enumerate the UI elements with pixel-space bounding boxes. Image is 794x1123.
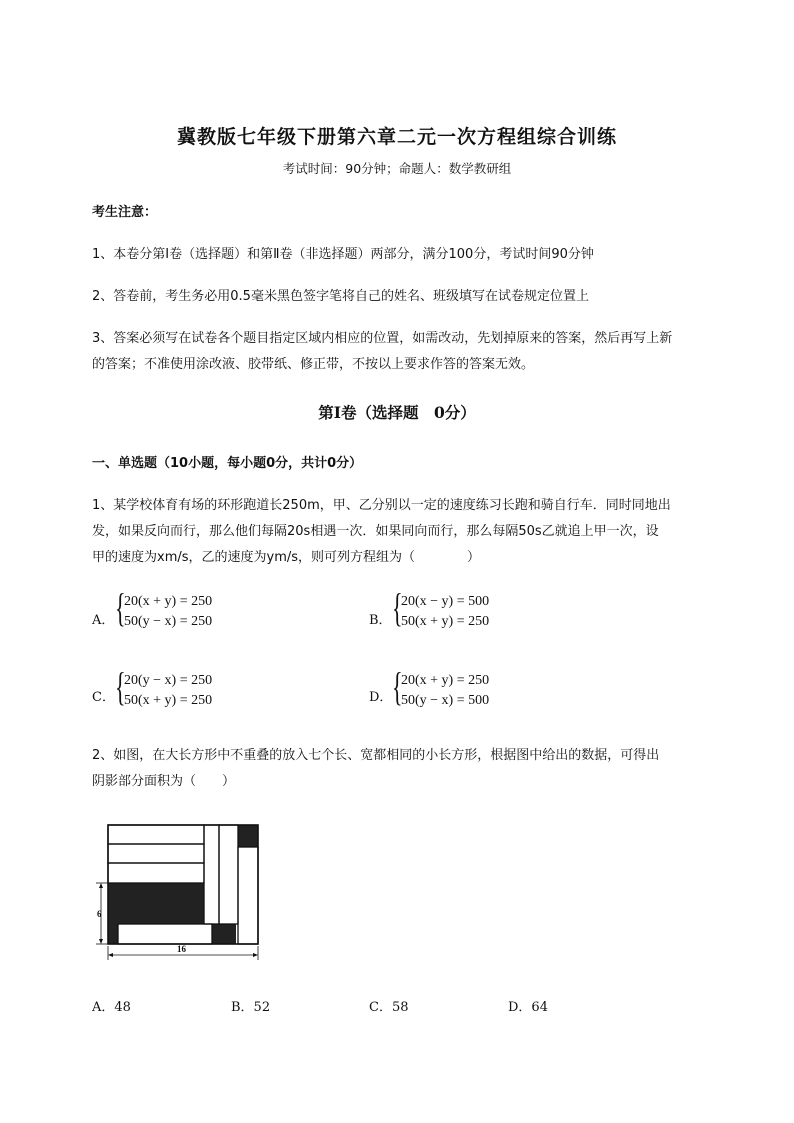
- choice-a: A．48: [92, 1000, 131, 1015]
- choice-c: C．58: [369, 1000, 409, 1015]
- page-title: 冀教版七年级下册第六章二元一次方程组综合训练: [176, 126, 617, 148]
- question-1-line: 甲的速度为xm/s，乙的速度为ym/s，则可列方程组为（ ）: [92, 550, 481, 565]
- option-b-equations: [392, 585, 522, 634]
- equation: 50(y − x) = 250: [124, 614, 213, 629]
- notice-item: 2、答卷前，考生务必用0.5毫米黑色签字笔将自己的姓名、班级填写在试卷规定位置上: [92, 289, 589, 304]
- shaded-region-top-right: [238, 825, 258, 847]
- option-d-equations: [392, 664, 522, 713]
- brace-icon: {: [115, 585, 126, 630]
- notice-item: 3、答案必须写在试卷各个题目指定区域内相应的位置，如需改动，先划掉原来的答案，然后再写上新: [92, 331, 673, 346]
- shaded-region-bottom-right: [212, 924, 236, 944]
- height-label: 6: [97, 909, 102, 919]
- equation: 20(x + y) = 250: [401, 673, 490, 688]
- notice-heading: 考生注意：: [92, 205, 158, 220]
- equation: 50(y − x) = 500: [401, 693, 490, 708]
- option-b-letter: B．: [369, 613, 392, 628]
- shaded-region-left: [108, 883, 204, 924]
- choice-b: B．52: [231, 1000, 271, 1015]
- equation: 20(x + y) = 250: [124, 594, 213, 609]
- choice-d: D．64: [508, 1000, 548, 1015]
- brace-icon: {: [392, 664, 403, 709]
- question-1-line: 1、某学校体育有场的环形跑道长250m，甲、乙分别以一定的速度练习长跑和骑自行车．同时同地出: [92, 498, 671, 513]
- equation: 50(x + y) = 250: [401, 614, 490, 629]
- equation: 50(x + y) = 250: [124, 693, 213, 708]
- width-label: 16: [177, 944, 186, 954]
- option-c-equations: [115, 664, 245, 713]
- equation: 20(y − x) = 250: [124, 673, 213, 688]
- option-a-equations: [115, 585, 245, 634]
- option-a-letter: A．: [92, 613, 115, 628]
- equation: 20(x − y) = 500: [401, 594, 490, 609]
- option-c-letter: C．: [92, 690, 115, 705]
- part-heading: 一、单选题（10小题，每小题0分，共计0分）: [92, 456, 363, 471]
- exam-info: 考试时间：90分钟；命题人：数学教研组: [282, 161, 512, 176]
- notice-item: 1、本卷分第Ⅰ卷（选择题）和第Ⅱ卷（非选择题）两部分，满分100分，考试时间90分钟: [92, 247, 594, 262]
- section-title: 第Ⅰ卷（选择题 0分）: [318, 403, 476, 422]
- question-1-line: 发，如果反向而行，那么他们每隔20s相遇一次．如果同向而行，那么每隔50s乙就追上甲一次，设: [92, 524, 659, 539]
- brace-icon: {: [392, 585, 403, 630]
- question-2-line: 阴影部分面积为（ ）: [92, 774, 236, 789]
- brace-icon: {: [115, 664, 126, 709]
- option-d-letter: D．: [369, 690, 393, 705]
- notice-item: 的答案；不准使用涂改液、胶带纸、修正带，不按以上要求作答的答案无效。: [92, 357, 535, 372]
- rectangle-figure: [90, 815, 270, 965]
- shaded-region-bottom-left: [108, 924, 118, 944]
- question-2-line: 2、如图，在大长方形中不重叠的放入七个长、宽都相同的小长方形，根据图中给出的数据，可得出: [92, 748, 660, 763]
